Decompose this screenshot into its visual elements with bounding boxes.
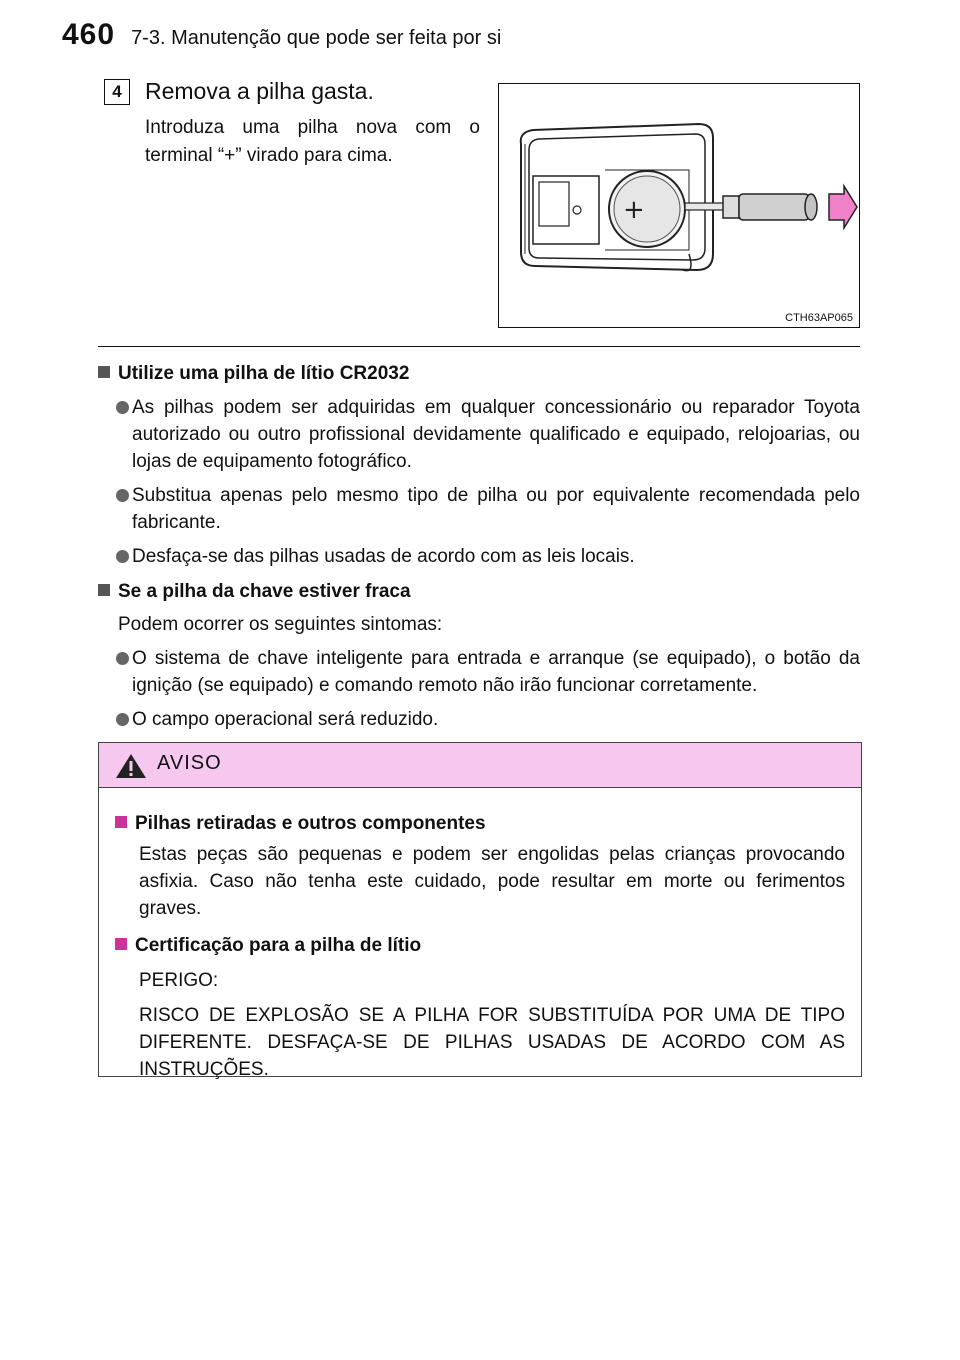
- circle-bullet-icon: [116, 550, 129, 563]
- square-bullet-icon: [115, 938, 127, 950]
- step-number-badge: 4: [104, 79, 130, 105]
- key-battery-illustration: [499, 84, 861, 329]
- warning-title: AVISO: [157, 752, 222, 774]
- step-title: Remova a pilha gasta.: [145, 78, 374, 104]
- warning-explosion-text: RISCO DE EXPLOSÃO SE A PILHA FOR SUBSTITUÍDA POR UMA DE TIPO DIFERENTE. DESFAÇA-SE DE PILHAS USADAS DE ACORDO COM AS INSTRUÇÕES.: [139, 1005, 845, 1080]
- warning-text-small-parts: Estas peças são pequenas e podem ser engolidas pelas crianças provocando asfixia. Caso não tenha este cuidado, pode resultar em morte ou ferimentos graves.: [139, 844, 845, 919]
- figure-code: CTH63AP065: [785, 312, 853, 324]
- list-item: Substitua apenas pelo mesmo tipo de pilha ou por equivalente recomendada pelo fabricante.: [98, 482, 860, 536]
- circle-bullet-icon: [116, 489, 129, 502]
- step-description: Introduza uma pilha nova com o terminal “+” virado para cima.: [145, 117, 480, 166]
- plus-terminal-label: +: [623, 195, 645, 225]
- warning-danger-label: PERIGO:: [139, 970, 219, 991]
- square-bullet-icon: [115, 816, 127, 828]
- circle-bullet-icon: [116, 652, 129, 665]
- list-item: Desfaça-se das pilhas usadas de acordo com as leis locais.: [98, 543, 860, 570]
- warning-triangle-icon: [115, 753, 147, 779]
- page-header: [62, 18, 501, 52]
- square-bullet-icon: [98, 366, 110, 378]
- list-item: O campo operacional será reduzido.: [98, 706, 860, 733]
- warning-box: [98, 742, 862, 1080]
- warning-body: [99, 788, 861, 1083]
- list-item: As pilhas podem ser adquiridas em qualquer concessionário ou reparador Toyota autorizado ou outro profissional devidamente qualificado e equipado, relojoarias, ou lojas de equipamento fotográfico.: [98, 394, 860, 475]
- weak-battery-intro: Podem ocorrer os seguintes sintomas:: [118, 614, 443, 635]
- divider: [98, 346, 860, 347]
- warning-heading-small-parts: Pilhas retiradas e outros componentes: [115, 810, 845, 837]
- pull-direction-arrow-icon: [829, 186, 857, 228]
- section-title: 7-3. Manutenção que pode ser feita por si: [131, 27, 502, 49]
- warning-heading-lithium-cert: Certificação para a pilha de lítio: [115, 932, 845, 959]
- heading-weak-battery: Se a pilha da chave estiver fraca: [98, 578, 860, 605]
- battery-removal-figure: [498, 83, 860, 328]
- circle-bullet-icon: [116, 401, 129, 414]
- list-item: O sistema de chave inteligente para entrada e arranque (se equipado), o botão da ignição (se equipado) e comando remoto não irão funcionar corretamente.: [98, 645, 860, 699]
- heading-lithium-battery: Utilize uma pilha de lítio CR2032: [98, 360, 860, 387]
- square-bullet-icon: [98, 584, 110, 596]
- warning-header: [99, 743, 861, 788]
- circle-bullet-icon: [116, 713, 129, 726]
- main-content: [98, 356, 860, 733]
- page-number: 460: [62, 18, 116, 51]
